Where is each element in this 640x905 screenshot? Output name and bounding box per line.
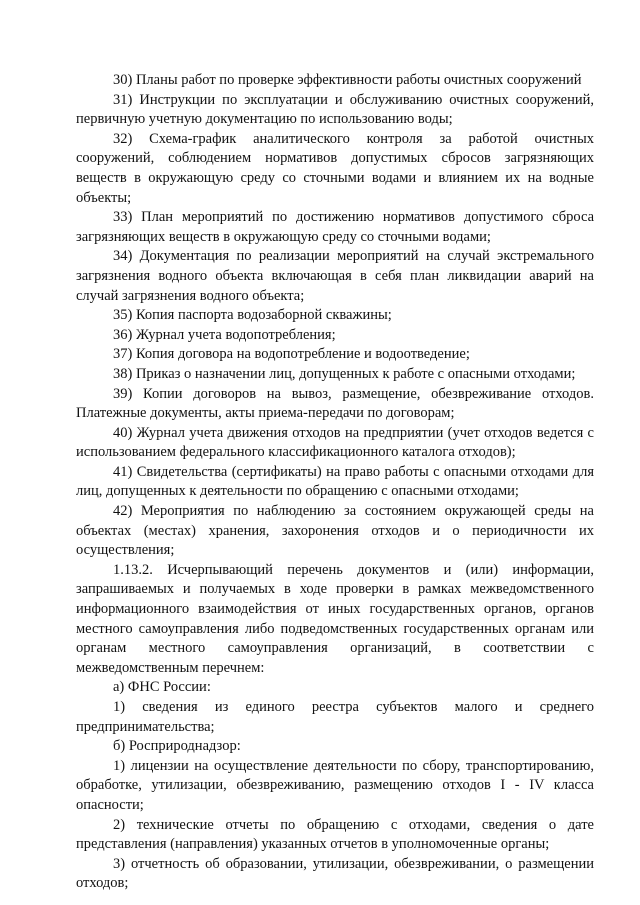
item-40-waste-log: 40) Журнал учета движения отходов на предприятии (учет отходов ведется с использованием федерального классификационного каталога отходов);	[76, 424, 594, 461]
sub-b-item-2: 2) технические отчеты по обращению с отходами, сведения о дате представления (направления) указанных отчетов в уполномоченные органы;	[76, 816, 594, 853]
item-35-well-passport: 35) Копия паспорта водозаборной скважины;	[113, 307, 392, 324]
item-31-instructions: 31) Инструкции по эксплуатации и обслуживанию очистных сооружений, первичную учетную документацию по использованию воды;	[76, 91, 594, 128]
sub-b-rosprirodnadzor: б) Росприроднадзор:	[113, 738, 241, 755]
item-39-waste-contracts: 39) Копии договоров на вывоз, размещение, обезвреживание отходов. Платежные документы, акты приема-передачи по договорам;	[76, 385, 594, 422]
document-page	[76, 71, 594, 894]
sub-a-fns: а) ФНС России:	[113, 679, 211, 696]
item-33-action-plan: 33) План мероприятий по достижению нормативов допустимого сброса загрязняющих веществ в окружающую среду со сточными водами;	[76, 209, 594, 245]
section-1-13-2: 1.13.2. Исчерпывающий перечень документов и (или) информации, запрашиваемых и получаемых в ходе проверки в рамках межведомственного информационного взаимодействия от иных государственных органов, органов местного самоуправления либо подведомственных государственных органам или органам местного самоуправления организаций, в соответствии с межведомственным перечнем:	[76, 561, 594, 676]
item-36-water-log: 36) Журнал учета водопотребления;	[113, 326, 336, 343]
item-41-certificates: 41) Свидетельства (сертификаты) на право работы с опасными отходами для лиц, допущенных к деятельности по обращению с опасными отходами;	[76, 463, 594, 500]
item-30-plans: 30) Планы работ по проверке эффективности работы очистных сооружений	[113, 72, 582, 88]
sub-b-item-3: 3) отчетность об образовании, утилизации, обезвреживании, о размещении отходов;	[76, 855, 594, 892]
item-37-water-contract: 37) Копия договора на водопотребление и водоотведение;	[113, 346, 470, 363]
sub-b-item-1: 1) лицензии на осуществление деятельности по сбору, транспортированию, обработке, утилизации, обезвреживанию, размещению отходов I - IV класса опасности;	[76, 757, 594, 813]
sub-a-item-1: 1) сведения из единого реестра субъектов малого и среднего предпринимательства;	[76, 699, 594, 735]
item-42-monitoring: 42) Мероприятия по наблюдению за состоянием окружающей среды на объектах (местах) хранения, захоронения отходов и о периодичности их осуществления;	[76, 503, 594, 559]
item-38-order: 38) Приказ о назначении лиц, допущенных к работе с опасными отходами;	[113, 365, 576, 382]
item-32-control-schedule: 32) Схема-график аналитического контроля за работой очистных сооружений, соблюдением нормативов допустимых сбросов загрязняющих веществ в окружающую среду со сточными водами и влиянием их на водные объекты;	[76, 130, 594, 206]
item-34-emergency-documentation: 34) Документация по реализации мероприятий на случай экстремального загрязнения водного объекта включающая в себя план ликвидации аварий на случай загрязнения водного объекта;	[76, 248, 594, 304]
